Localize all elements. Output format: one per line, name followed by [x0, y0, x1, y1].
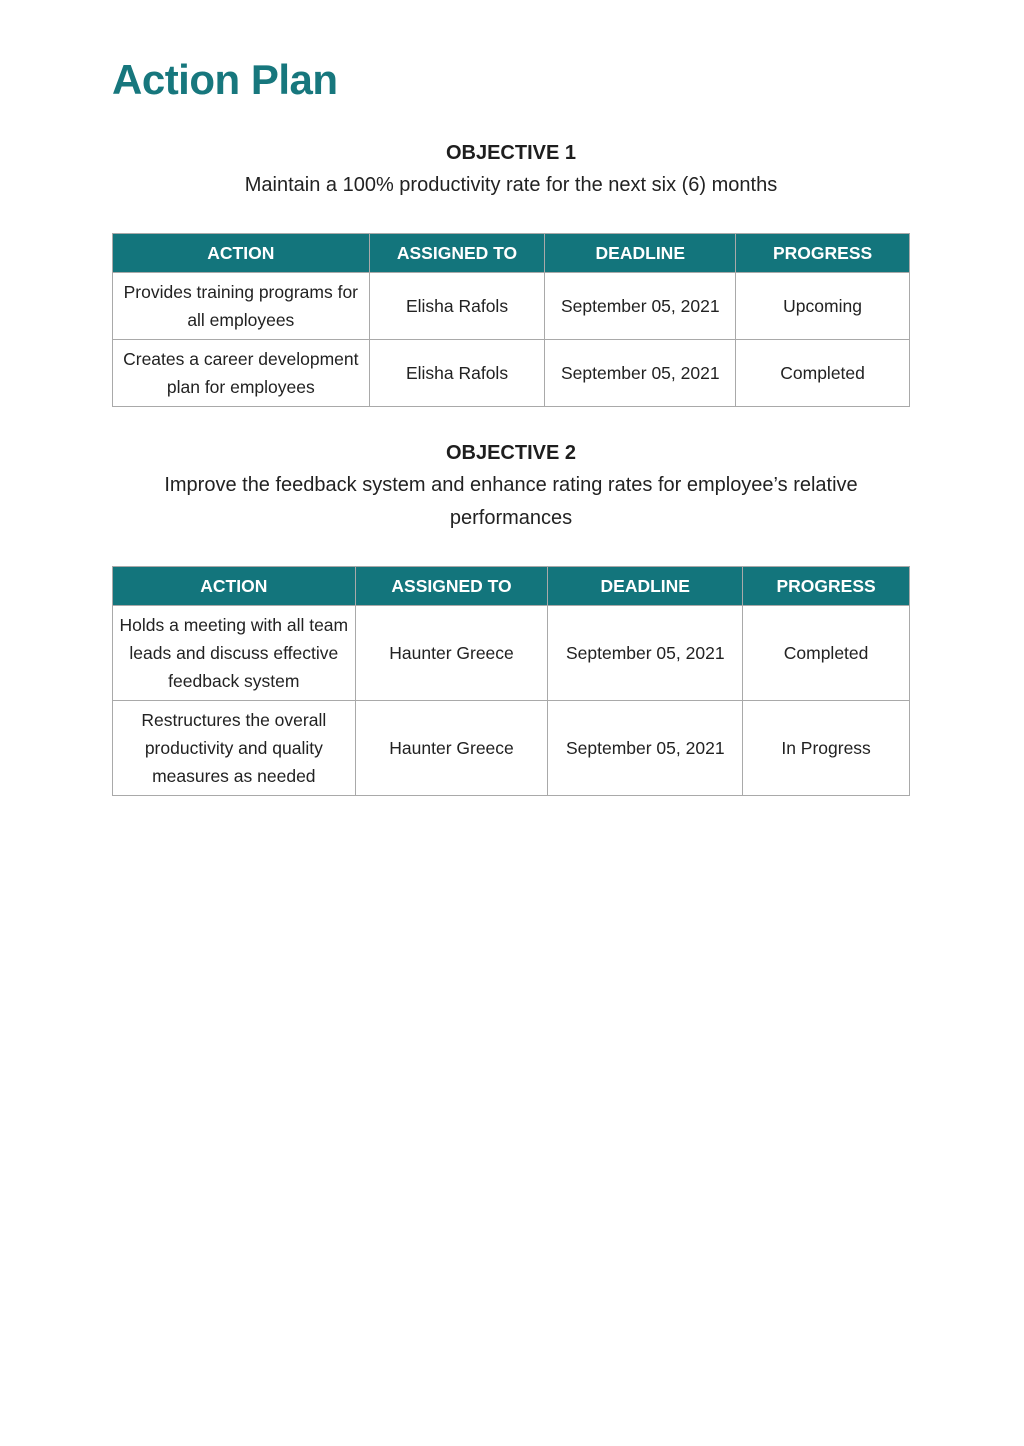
cell-assigned-to: Elisha Rafols: [369, 273, 545, 340]
column-header-progress: PROGRESS: [736, 234, 910, 273]
table-row: [113, 701, 910, 796]
objective-1-section: [112, 137, 910, 202]
table-header-row: [113, 567, 910, 606]
cell-deadline: September 05, 2021: [548, 606, 743, 701]
cell-progress: Completed: [736, 340, 910, 407]
column-header-progress: PROGRESS: [743, 567, 910, 606]
cell-action: Provides training programs for all employees: [113, 273, 370, 340]
column-header-assigned-to: ASSIGNED TO: [355, 567, 548, 606]
page-title: Action Plan: [112, 56, 338, 103]
objective-2-section: [112, 437, 910, 535]
table-row: [113, 340, 910, 407]
cell-deadline: September 05, 2021: [545, 340, 736, 407]
cell-deadline: September 05, 2021: [545, 273, 736, 340]
objective-1-description: Maintain a 100% productivity rate for the next six (6) months: [244, 174, 778, 196]
table-row: [113, 606, 910, 701]
column-header-action: ACTION: [113, 567, 356, 606]
cell-progress: Upcoming: [736, 273, 910, 340]
cell-progress: Completed: [743, 606, 910, 701]
objective-2-table: [112, 566, 910, 796]
cell-deadline: September 05, 2021: [548, 701, 743, 796]
cell-action: Creates a career development plan for employees: [113, 340, 370, 407]
objective-2-description: Improve the feedback system and enhance rating rates for employee’s relative performances: [164, 474, 858, 529]
cell-assigned-to: Haunter Greece: [355, 606, 548, 701]
cell-action: Holds a meeting with all team leads and discuss effective feedback system: [113, 606, 356, 701]
column-header-assigned-to: ASSIGNED TO: [369, 234, 545, 273]
column-header-action: ACTION: [113, 234, 370, 273]
objective-2-heading: OBJECTIVE 2: [445, 442, 577, 464]
objective-1-table: [112, 233, 910, 407]
table-header-row: [113, 234, 910, 273]
cell-assigned-to: Elisha Rafols: [369, 340, 545, 407]
column-header-deadline: DEADLINE: [548, 567, 743, 606]
cell-progress: In Progress: [743, 701, 910, 796]
cell-action: Restructures the overall productivity and quality measures as needed: [113, 701, 356, 796]
cell-assigned-to: Haunter Greece: [355, 701, 548, 796]
objective-1-heading: OBJECTIVE 1: [445, 142, 577, 164]
column-header-deadline: DEADLINE: [545, 234, 736, 273]
table-row: [113, 273, 910, 340]
